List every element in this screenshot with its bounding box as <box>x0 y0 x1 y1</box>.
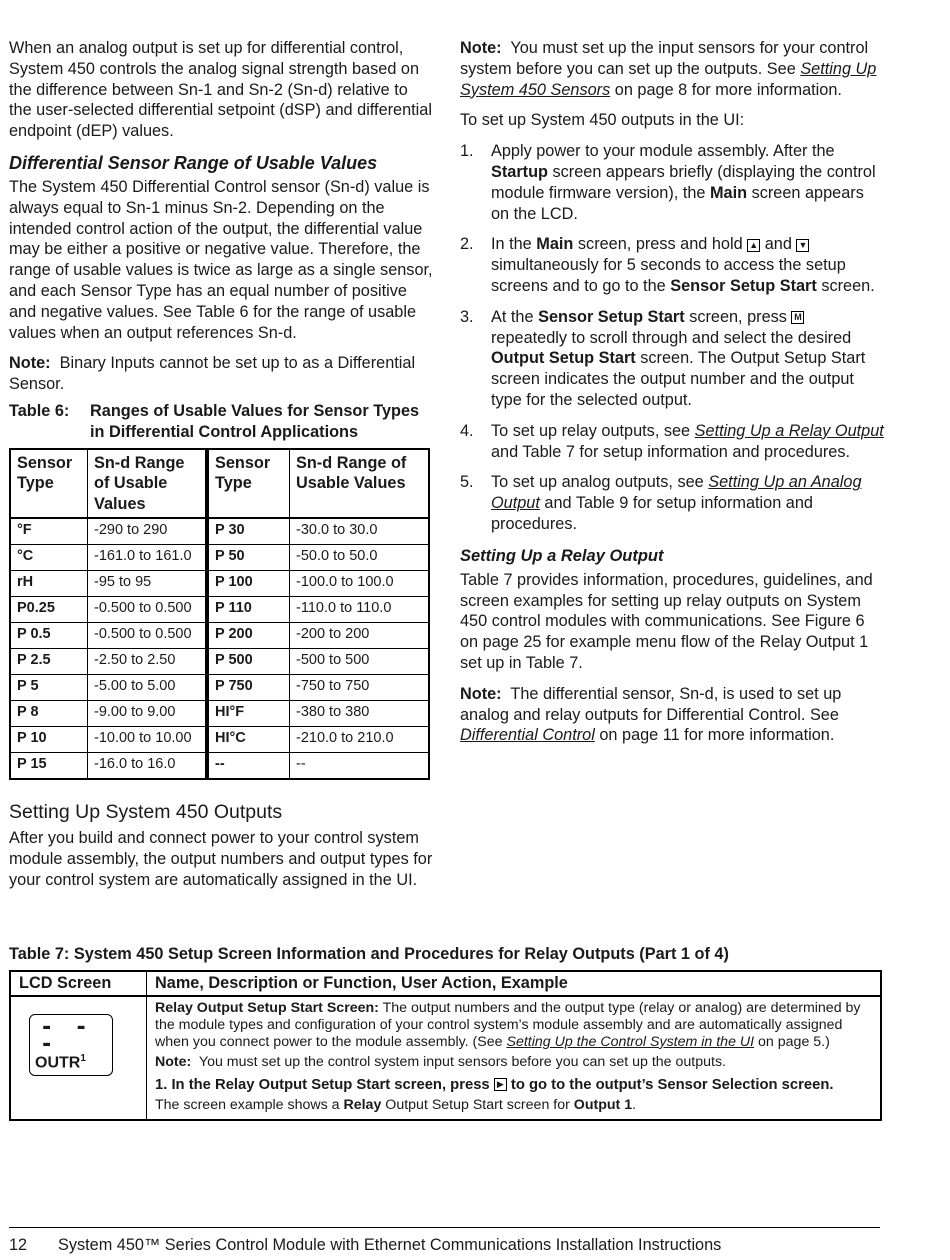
text: At the <box>491 307 534 326</box>
link-setting-up-control-system[interactable]: Setting Up the Control System in the UI <box>506 1033 755 1050</box>
bold-text: Relay Output Setup Start Screen: <box>155 999 379 1016</box>
text: In the <box>491 235 532 254</box>
table7-step <box>155 1077 872 1094</box>
range-cell: -100.0 to 100.0 <box>290 571 430 597</box>
range-cell: -5.00 to 5.00 <box>88 675 208 701</box>
menu-key-icon: M <box>791 311 804 324</box>
range-cell: -30.0 to 30.0 <box>290 518 430 545</box>
bold-text: Main <box>536 235 574 254</box>
note-text: The differential sensor, Sn-d, is used to set up analog and relay outputs for Differential Control. See <box>460 684 842 724</box>
link-differential-control[interactable]: Differential Control <box>460 726 595 745</box>
table-row <box>10 649 429 675</box>
sensor-type-cell: °C <box>10 545 88 571</box>
sensor-type-cell: P 10 <box>10 727 88 753</box>
link-setting-up-analog[interactable]: Setting Up an Analog Output <box>491 473 862 513</box>
sensor-type-cell: P 30 <box>207 518 290 545</box>
text: screen, press and hold <box>577 235 743 254</box>
intro-paragraph: When an analog output is set up for differential control, System 450 controls the analog signal strength based on the difference between Sn-1 and Sn-2 (Sn-d) relative to the user-selected differential setpoint (dSP) and differential endpoint (dEP) values. <box>9 39 432 141</box>
down-key-icon: ▼ <box>796 239 809 252</box>
lcd-dashes: - - - <box>40 1014 92 1057</box>
sensors-note <box>460 38 885 100</box>
list-item <box>460 234 885 296</box>
table7 <box>9 970 882 1121</box>
lcd-label <box>35 1050 86 1071</box>
relay-paragraph: Table 7 provides information, procedures, guidelines, and screen examples for setting up relay outputs on System 450 control modules with communications. See Figure 6 on page 25 for example menu flow of the Relay Output 1 set up in Table 7. <box>460 570 873 672</box>
note-text: You must set up the control system input sensors before you can set up the outputs. <box>198 1053 726 1070</box>
text: and <box>764 235 792 254</box>
list-item <box>460 307 885 411</box>
lcd-cell <box>10 996 147 1120</box>
note-label: Note: <box>460 684 502 703</box>
text: screen appears on the LCD. <box>491 183 864 223</box>
text: The output numbers and the output type (relay or analog) are determined by the module types and configuration of your control system’s module assembly and are automatically assigned when you connect power to the module assembly. (See <box>155 999 861 1050</box>
table-row <box>10 518 429 545</box>
sensor-type-cell: P 750 <box>207 675 290 701</box>
bold-text: Relay <box>343 1096 382 1113</box>
step-text <box>491 141 885 224</box>
step-number: 2. <box>460 235 474 254</box>
list-item <box>460 421 885 463</box>
sensor-type-cell: P 8 <box>10 701 88 727</box>
range-cell: -95 to 95 <box>88 571 208 597</box>
range-cell: -2.50 to 2.50 <box>88 649 208 675</box>
list-item <box>460 472 885 534</box>
sensor-type-cell: rH <box>10 571 88 597</box>
sensor-type-cell: °F <box>10 518 88 545</box>
table-row <box>10 623 429 649</box>
table-row <box>10 545 429 571</box>
table6-header-row <box>10 449 429 519</box>
range-cell: -16.0 to 16.0 <box>88 753 208 780</box>
differential-note <box>460 684 885 746</box>
right-column <box>460 38 885 746</box>
table-row <box>10 727 429 753</box>
link-setting-up-relay[interactable]: Setting Up a Relay Output <box>694 421 884 440</box>
range-cell: -10.00 to 10.00 <box>88 727 208 753</box>
table7-header: LCD Screen <box>10 971 147 996</box>
table-row <box>10 996 881 1120</box>
table6-body <box>10 518 429 779</box>
range-paragraph: The System 450 Differential Control sensor (Sn-d) value is always equal to Sn-1 minus Sn-2. Depending on the intended control action of the output, the differential value may be either a positive or negative value. Therefore, the range of usable values is twice as large as a single sensor, and each Sensor Type has an equal number of positive and negative values. See Table 6 for the range of usable values when an output references Sn-d. <box>9 177 433 342</box>
step-number: 5. <box>460 473 474 492</box>
link-setting-up-sensors[interactable]: Setting Up System 450 Sensors <box>460 59 877 99</box>
lcd-superscript: 1 <box>80 1053 86 1065</box>
sensor-type-cell: P 110 <box>207 597 290 623</box>
table7-note <box>155 1054 872 1071</box>
relay-start-description <box>155 1000 872 1051</box>
table7-header-row <box>10 971 881 996</box>
bold-text: Sensor Setup Start <box>538 307 685 326</box>
note-text: You must set up the input sensors for your control system before you can set up the outputs. See <box>460 39 869 78</box>
outputs-heading: Setting Up System 450 Outputs <box>9 801 283 824</box>
binary-note <box>9 353 434 395</box>
step-number: 1. <box>460 142 474 161</box>
range-cell: -380 to 380 <box>290 701 430 727</box>
relay-heading: Setting Up a Relay Output <box>460 546 664 565</box>
note-text: Binary Inputs cannot be set up to as a Differential Sensor. <box>9 354 416 394</box>
range-cell: -290 to 290 <box>88 518 208 545</box>
range-heading: Differential Sensor Range of Usable Values <box>9 152 378 173</box>
table6-header: Sn-d Range of Usable Values <box>290 449 430 519</box>
note-text: on page 8 for more information. <box>614 80 842 99</box>
table-row <box>10 597 429 623</box>
range-cell: -210.0 to 210.0 <box>290 727 430 753</box>
range-cell: -9.00 to 9.00 <box>88 701 208 727</box>
table6 <box>9 448 430 781</box>
table-row <box>10 753 429 780</box>
sensor-type-cell: P0.25 <box>10 597 88 623</box>
text: screen appears briefly (displaying the control module firmware version), the <box>491 162 876 202</box>
range-cell: -161.0 to 161.0 <box>88 545 208 571</box>
up-key-icon: ▲ <box>747 239 760 252</box>
outputs-paragraph: After you build and connect power to your control system module assembly, the output numbers and output types for your control system are automatically assigned in the UI. <box>9 829 433 889</box>
left-column <box>9 38 434 890</box>
table7-header: Name, Description or Function, User Action, Example <box>147 971 882 996</box>
text: To set up analog outputs, see <box>491 473 704 492</box>
text: on page 5.) <box>758 1033 830 1050</box>
text: . <box>632 1096 637 1113</box>
range-cell: -0.500 to 0.500 <box>88 623 208 649</box>
text: screen. <box>821 276 875 295</box>
sensor-type-cell: P 15 <box>10 753 88 780</box>
sensor-type-cell: P 500 <box>207 649 290 675</box>
bold-text: Sensor Setup Start <box>670 276 817 295</box>
range-cell: -200 to 200 <box>290 623 430 649</box>
bold-text: Output 1 <box>573 1096 633 1113</box>
step-text <box>491 234 885 296</box>
sensor-type-cell: -- <box>207 753 290 780</box>
bold-text: Main <box>709 183 748 202</box>
bold-text: Startup <box>491 162 548 181</box>
table6-header: Sn-d Range of Usable Values <box>88 449 208 519</box>
note-label: Note: <box>9 354 51 373</box>
text: and Table 7 for setup information and procedures. <box>491 442 851 461</box>
range-cell: -500 to 500 <box>290 649 430 675</box>
sensor-type-cell: P 100 <box>207 571 290 597</box>
text: screen, press <box>689 307 787 326</box>
range-cell: -750 to 750 <box>290 675 430 701</box>
range-cell: -0.500 to 0.500 <box>88 597 208 623</box>
description-cell <box>147 996 882 1120</box>
step-text <box>491 472 885 534</box>
step-number: 4. <box>460 421 474 440</box>
table6-header: Sensor Type <box>207 449 290 519</box>
sensor-type-cell: P 0.5 <box>10 623 88 649</box>
table-row <box>10 701 429 727</box>
sensor-type-cell: P 2.5 <box>10 649 88 675</box>
table6-title: Ranges of Usable Values for Sensor Types in Differential Control Applications <box>90 401 420 441</box>
sensor-type-cell: HI°C <box>207 727 290 753</box>
text: screen. The Output Setup Start screen indicates the output number and the output type for the selected output. <box>491 349 866 409</box>
setup-steps <box>460 141 885 535</box>
range-cell: -50.0 to 50.0 <box>290 545 430 571</box>
table-row <box>10 571 429 597</box>
right-key-icon: ▶ <box>494 1078 507 1091</box>
text: simultaneously for 5 seconds to access the setup screens and to go to the <box>491 256 846 295</box>
page-footer <box>9 1227 880 1255</box>
text: to go to the output’s Sensor Selection screen. <box>510 1076 834 1093</box>
note-label: Note: <box>155 1053 192 1070</box>
table6-header: Sensor Type <box>10 449 88 519</box>
text: The screen example shows a <box>155 1096 340 1113</box>
range-cell: -110.0 to 110.0 <box>290 597 430 623</box>
table-row <box>10 675 429 701</box>
table7-caption: Table 7: System 450 Setup Screen Information and Procedures for Relay Outputs (Part 1 of 4) <box>9 945 729 963</box>
page-number: 12 <box>9 1236 28 1254</box>
sensor-type-cell: P 50 <box>207 545 290 571</box>
step-number: 3. <box>460 307 474 326</box>
sensor-type-cell: P 5 <box>10 675 88 701</box>
sensor-type-cell: P 200 <box>207 623 290 649</box>
note-text: on page 11 for more information. <box>599 726 835 745</box>
footer-title: System 450™ Series Control Module with Ethernet Communications Installation Instructions <box>58 1236 722 1254</box>
bold-text: Output Setup Start <box>491 349 636 368</box>
note-label: Note: <box>460 39 502 57</box>
text: To set up relay outputs, see <box>491 421 691 440</box>
lcd-screen-example <box>29 1014 113 1076</box>
todo-line: To set up System 450 outputs in the UI: <box>460 111 745 130</box>
table7-example <box>155 1097 872 1114</box>
range-cell: -- <box>290 753 430 780</box>
table6-caption <box>9 401 434 443</box>
table7-section <box>9 944 882 1121</box>
step-text <box>491 307 885 411</box>
table6-number: Table 6: <box>9 401 70 420</box>
text: Apply power to your module assembly. After the <box>491 142 835 161</box>
list-item <box>460 141 885 224</box>
text: Output Setup Start screen for <box>385 1096 570 1113</box>
text: and Table 9 for setup information and procedures. <box>491 494 813 533</box>
text: 1. In the Relay Output Setup Start screen, press <box>155 1076 490 1093</box>
lcd-text: OUTR <box>35 1054 81 1072</box>
text: repeatedly to scroll through and select the desired <box>491 328 852 347</box>
sensor-type-cell: HI°F <box>207 701 290 727</box>
step-text <box>491 421 885 463</box>
